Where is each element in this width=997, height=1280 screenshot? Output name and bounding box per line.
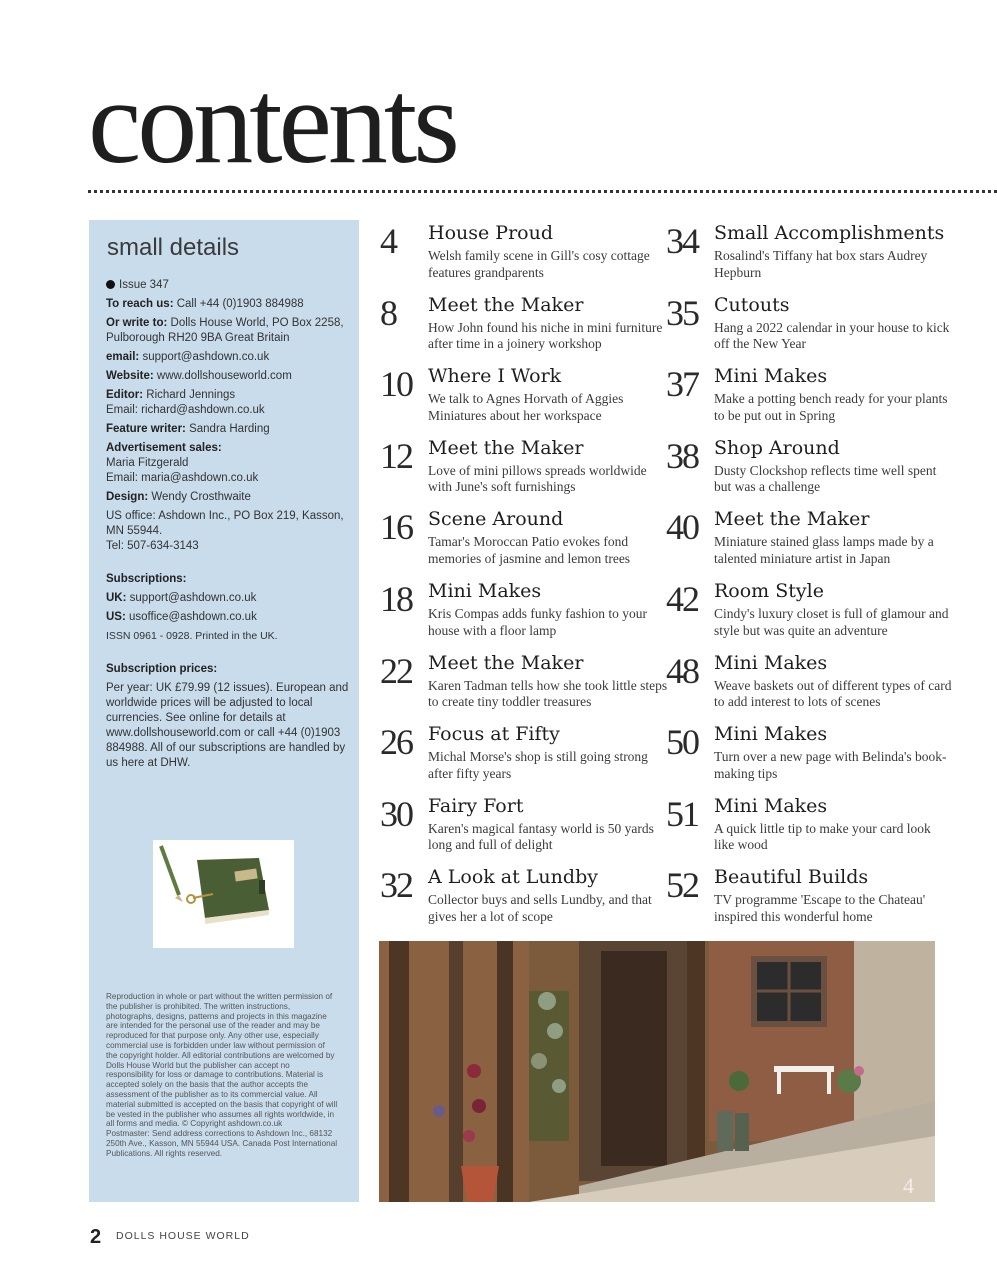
entry-description: Kris Compas adds funky fashion to your house with a floor lamp (428, 606, 647, 638)
contents-entry[interactable] (666, 793, 956, 862)
website-link[interactable]: www.dollshouseworld.com (156, 370, 292, 382)
prices-text: Per year: UK £79.99 (12 issues). European and worldwide prices will be adjusted to local currencies. See online for details at www.dollshouseworld.com or call +44 (0)1903 884988. All of our subscriptions are handled by us here at DHW. (106, 682, 349, 769)
uk-email-link[interactable]: support@ashdown.co.uk (129, 592, 257, 604)
contents-entry[interactable] (666, 435, 956, 504)
write-line: Or write to: Dolls House World, PO Box 2258, Pulborough RH20 9BA Great Britain (106, 317, 344, 344)
entry-title: Cutouts (714, 293, 790, 316)
entry-description: Miniature stained glass lamps made by a talented miniature artist in Japan (714, 534, 934, 566)
contents-entry[interactable] (666, 223, 956, 289)
entry-description: We talk to Agnes Horvath of Aggies Miniatures about her workspace (428, 391, 624, 423)
issn-line: ISSN 0961 - 0928. Printed in the UK. (106, 630, 278, 642)
entry-page-number: 37 (666, 364, 698, 405)
email-link[interactable]: support@ashdown.co.uk (142, 351, 270, 363)
contents-entry[interactable] (666, 650, 956, 719)
entry-description: Rosalind's Tiffany hat box stars Audrey Hepburn (714, 248, 928, 280)
entry-page-number: 10 (380, 364, 412, 405)
us-email-link[interactable]: usoffice@ashdown.co.uk (129, 611, 257, 623)
entry-page-number: 38 (666, 435, 698, 476)
entry-description: A quick little tip to make your card look like wood (714, 820, 931, 853)
entry-title: Meet the Maker (714, 508, 870, 531)
entry-description: Turn over a new page with Belinda's book-making tips (714, 749, 947, 781)
folio-number: 2 (90, 1226, 102, 1248)
sidebar-heading: small details (107, 234, 240, 261)
feature-photo (379, 941, 935, 1202)
contents-entry[interactable] (666, 724, 956, 790)
contents-entry[interactable] (380, 435, 670, 504)
entry-page-number: 42 (666, 579, 698, 619)
entry-description: Make a potting bench ready for your plants to be put out in Spring (714, 391, 948, 423)
photo-page-number: 4 (903, 1173, 914, 1198)
entry-title: Mini Makes (714, 723, 828, 746)
feature-writer-line: Feature writer: Sandra Harding (106, 423, 270, 435)
entry-page-number: 26 (380, 722, 412, 763)
contents-entry[interactable] (380, 724, 670, 790)
entry-description: Karen's magical fantasy world is 50 yards long and full of delight (428, 820, 654, 853)
uk-subs-line: UK: support@ashdown.co.uk (106, 592, 257, 604)
sidebar-info (106, 278, 351, 775)
contents-entry[interactable] (666, 581, 956, 647)
design-line: Design: Wendy Crosthwaite (106, 491, 251, 503)
entry-title: A Look at Lundby (428, 866, 598, 889)
entry-description: Tamar's Moroccan Patio evokes fond memories of jasmine and lemon trees (428, 534, 631, 566)
entry-title: Mini Makes (714, 794, 828, 817)
reach-line: To reach us: Call +44 (0)1903 884988 (106, 298, 304, 310)
entry-description: Welsh family scene in Gill's cosy cottage features grandparents (428, 248, 650, 280)
entry-description: Love of mini pillows spreads worldwide with June's soft furnishings (428, 462, 647, 495)
entry-title: Where I Work (428, 365, 562, 388)
website-line: Website: www.dollshouseworld.com (106, 370, 292, 382)
entry-title: Scene Around (428, 508, 564, 531)
entry-description: Karen Tadman tells how she took little steps to create tiny toddler treasures (428, 677, 668, 710)
entry-title: Shop Around (714, 436, 840, 459)
contents-entry[interactable] (666, 509, 956, 575)
issue-line: Issue 347 (106, 278, 351, 293)
entry-title: House Proud (428, 222, 553, 244)
contents-entry[interactable] (380, 581, 670, 647)
entry-description: Collector buys and sells Lundby, and that gives her a lot of scope (428, 892, 652, 924)
entry-title: Beautiful Builds (714, 866, 869, 889)
contents-entry[interactable] (380, 793, 670, 862)
dotted-divider (88, 190, 997, 193)
entry-title: Small Accomplishments (714, 222, 945, 244)
legal-notice: Reproduction in whole or part without the written permission of the publisher is prohibited. The written instructions, photographs, designs, patterns and projects in this magazine are intended for the personal use of the reader and may be reproduced for that purpose only. Any other use, especially commercial use is forbidden under law without permission of the copyright holder. All editorial contributions are welcomed by Dolls House World but the publisher can accept no responsibility for loss or damage to contributions. Material is accepted solely on the basis that the author accepts the assessment of the publisher as to its commercial value. All material submitted is accepted on the basis that copyright of will be vested in the publisher who assumes all rights worldwide, in all forms and media. © Copyright ashdown.co.uk Postmaster: Send address corrections to Ashdown Inc., 68132 250th Ave., Kasson, MN 55944 USA. Canada Post International Publications. All rights reserved. (106, 992, 338, 1158)
entry-page-number: 22 (380, 650, 412, 691)
entry-page-number: 18 (380, 579, 412, 619)
entry-description: Cindy's luxury closet is full of glamour and style but was quite an adventure (714, 606, 949, 638)
entry-title: Room Style (714, 580, 824, 602)
contents-entry[interactable] (380, 867, 670, 933)
notebook-photo (153, 840, 294, 948)
contents-entry[interactable] (380, 223, 670, 289)
entry-page-number: 8 (380, 292, 396, 333)
entry-page-number: 48 (666, 650, 698, 691)
entry-page-number: 50 (666, 722, 698, 763)
entry-page-number: 32 (380, 865, 412, 906)
entry-title: Mini Makes (714, 365, 828, 388)
entry-title: Meet the Maker (428, 293, 584, 316)
email-line: email: support@ashdown.co.uk (106, 351, 270, 363)
entry-description: Hang a 2022 calendar in your house to kick off the New Year (714, 319, 950, 352)
entry-page-number: 35 (666, 292, 698, 333)
entry-page-number: 40 (666, 507, 698, 548)
entry-description: TV programme 'Escape to the Chateau' inspired this wonderful home (714, 892, 926, 924)
ads-line: Advertisement sales: Maria Fitzgerald Email: maria@ashdown.co.uk (106, 442, 259, 484)
editor-line: Editor: Richard Jennings Email: richard@ashdown.co.uk (106, 389, 265, 416)
entry-description: Dusty Clockshop reflects time well spent but was a challenge (714, 462, 937, 495)
entry-description: How John found his niche in mini furniture after time in a joinery workshop (428, 319, 663, 352)
entry-page-number: 12 (380, 435, 412, 476)
entry-title: Mini Makes (428, 580, 542, 602)
page-title: contents (88, 55, 456, 188)
entry-title: Focus at Fifty (428, 723, 560, 746)
entry-page-number: 4 (380, 221, 396, 261)
entry-description: Weave baskets out of different types of card to add interest to lots of scenes (714, 677, 952, 710)
contents-entry[interactable] (380, 292, 670, 361)
prices-heading: Subscription prices: (106, 663, 218, 675)
us-subs-line: US: usoffice@ashdown.co.uk (106, 611, 257, 623)
contents-entry[interactable] (666, 292, 956, 361)
contents-entry[interactable] (380, 366, 670, 432)
magazine-name: DOLLS HOUSE WORLD (116, 1230, 250, 1242)
entry-page-number: 34 (666, 221, 698, 261)
contents-entry[interactable] (380, 509, 670, 575)
entry-page-number: 51 (666, 793, 698, 834)
contents-entry[interactable] (666, 366, 956, 432)
subscriptions-heading: Subscriptions: (106, 573, 187, 585)
entry-title: Meet the Maker (428, 436, 584, 459)
us-office-line: US office: Ashdown Inc., PO Box 219, Kasson, MN 55944. Tel: 507-634-3143 (106, 510, 344, 552)
contents-entry[interactable] (380, 650, 670, 719)
contents-entry[interactable] (666, 867, 956, 933)
entry-title: Mini Makes (714, 651, 828, 674)
entry-page-number: 16 (380, 507, 412, 548)
entry-page-number: 30 (380, 793, 412, 834)
entry-page-number: 52 (666, 865, 698, 906)
entry-title: Meet the Maker (428, 651, 584, 674)
small-details-sidebar (89, 220, 359, 1202)
entry-title: Fairy Fort (428, 794, 524, 817)
entry-description: Michal Morse's shop is still going strong after fifty years (428, 749, 648, 781)
bullet-icon (106, 280, 115, 289)
